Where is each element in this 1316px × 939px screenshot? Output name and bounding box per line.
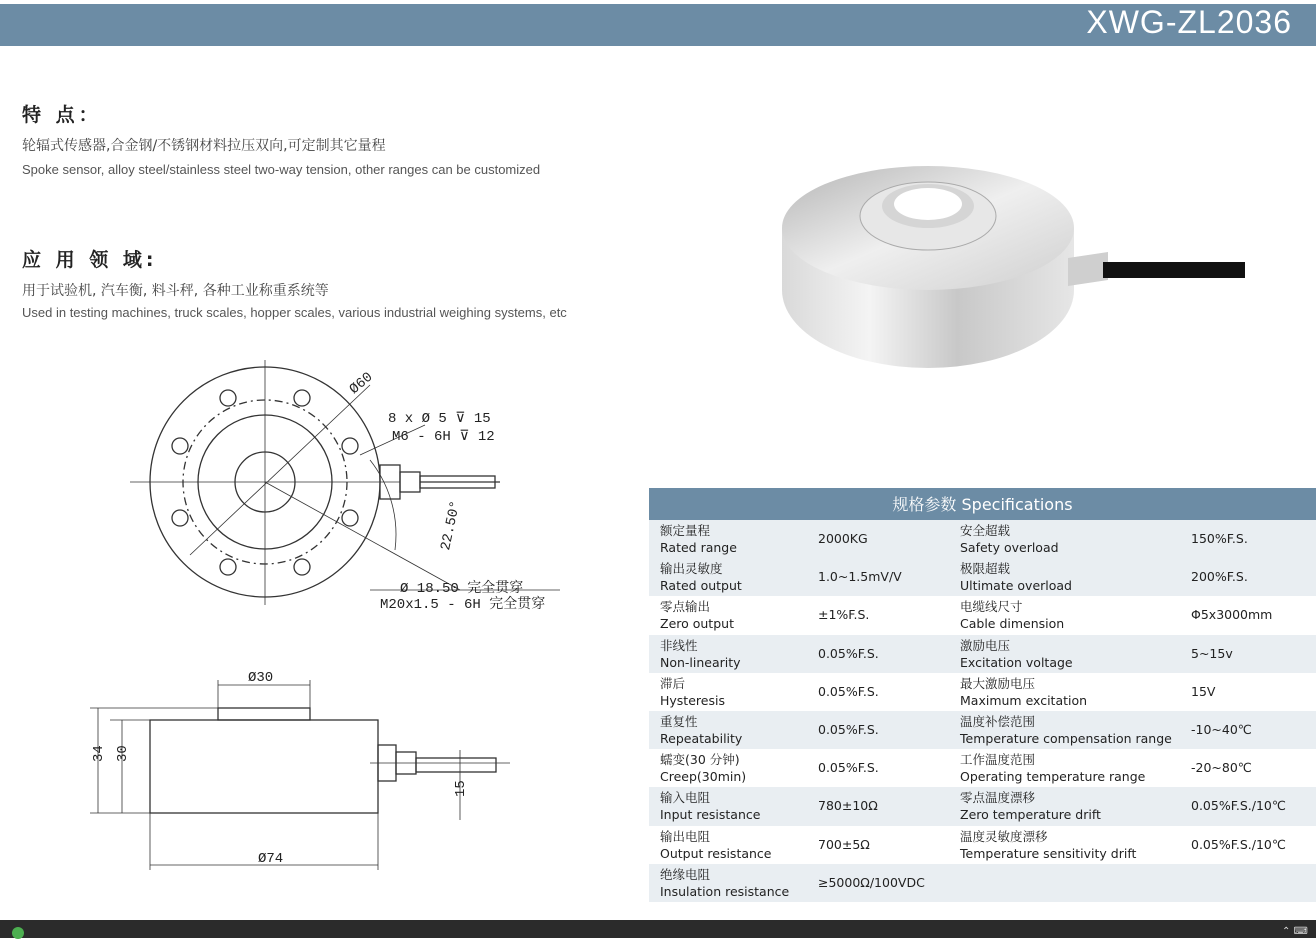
- spec-row: 绝缘电阻 Insulation resistance ≥5000Ω/100VDC: [649, 864, 1316, 902]
- spec-value: 200%F.S.: [1191, 569, 1248, 585]
- dim-angle: 22.50°: [438, 499, 465, 552]
- spec-value: -10~40℃: [1191, 721, 1252, 737]
- applications-heading: 应 用 领 域:: [22, 249, 158, 271]
- dim-dia74: Ø74: [258, 851, 284, 867]
- spec-value: 0.05%F.S.: [818, 721, 879, 737]
- spec-value: 0.05%F.S./10℃: [1191, 798, 1286, 814]
- browser-icon[interactable]: [12, 927, 24, 939]
- dim-h30: 30: [115, 745, 131, 762]
- spec-row: 蠕变(30 分钟) Creep(30min) 0.05%F.S. 工作温度范围 Operating temperature range -20~80℃: [649, 749, 1316, 787]
- technical-drawing: [70, 350, 570, 880]
- dim-bore-thread: M20x1.5 - 6H 完全贯穿: [380, 597, 546, 613]
- spec-value: 150%F.S.: [1191, 531, 1248, 546]
- spec-value: ≥5000Ω/100VDC: [818, 874, 925, 890]
- model-number: XWG-ZL2036: [1086, 4, 1292, 40]
- spec-value: 0.05%F.S.: [818, 683, 879, 699]
- features-en: Spoke sensor, alloy steel/stainless steel two-way tension, other ranges can be customized: [22, 162, 541, 177]
- tray-icons: ⌃ ⌨: [1282, 926, 1308, 937]
- spec-value: 780±10Ω: [818, 798, 878, 814]
- spec-value: 5~15v: [1191, 645, 1233, 661]
- spec-value: ±1%F.S.: [818, 607, 870, 623]
- spec-value: [1191, 864, 1316, 902]
- spec-value: 0.05%F.S.: [818, 645, 879, 661]
- specifications-heading: 规格参数 Specifications: [649, 488, 1316, 520]
- specifications-table: [649, 488, 1316, 902]
- spec-value: 1.0~1.5mV/V: [818, 569, 902, 585]
- spec-value: 0.05%F.S./10℃: [1191, 836, 1286, 852]
- dim-dia60: Ø60: [346, 369, 377, 398]
- features-cn: 轮辐式传感器,合金钢/不锈钢材料拉压双向,可定制其它量程: [22, 138, 386, 154]
- spec-value: 15V: [1191, 683, 1216, 699]
- spec-value: 2000KG: [818, 531, 868, 546]
- features-heading: 特 点：: [22, 104, 102, 126]
- spec-row: 额定量程 Rated range 2000KG 安全超载 Safety overload 150%F.S.: [649, 520, 1316, 558]
- dim-holes: 8 x Ø 5 ⊽ 15: [388, 411, 491, 427]
- spec-row: 输出灵敏度 Rated output 1.0~1.5mV/V 极限超载 Ultimate overload 200%F.S.: [649, 558, 1316, 596]
- spec-row: 滞后 Hysteresis 0.05%F.S. 最大激励电压 Maximum excitation 15V: [649, 673, 1316, 711]
- spec-value: Φ5x3000mm: [1191, 607, 1273, 623]
- dim-dia30: Ø30: [248, 670, 274, 686]
- dim-h34: 34: [91, 745, 107, 762]
- spec-row: 零点输出 Zero output ±1%F.S. 电缆线尺寸 Cable dimension Φ5x3000mm: [649, 596, 1316, 634]
- taskbar: [0, 920, 1316, 938]
- dim-bore: Ø 18.50 完全贯穿: [400, 581, 524, 597]
- spec-value: -20~80℃: [1191, 760, 1252, 776]
- spec-value: 700±5Ω: [818, 836, 870, 852]
- applications-cn: 用于试验机, 汽车衡, 料斗秤, 各种工业称重系统等: [22, 283, 329, 299]
- spec-row: 输出电阻 Output resistance 700±5Ω 温度灵敏度漂移 Temperature sensitivity drift 0.05%F.S./10℃: [649, 826, 1316, 864]
- spec-row: 重复性 Repeatability 0.05%F.S. 温度补偿范围 Temperature compensation range -10~40℃: [649, 711, 1316, 749]
- spec-value: 0.05%F.S.: [818, 760, 879, 776]
- dim-h15: 15: [453, 780, 469, 797]
- product-photo: [778, 140, 1258, 380]
- dim-thread: M6 - 6H ⊽ 12: [392, 429, 495, 445]
- spec-row: 输入电阻 Input resistance 780±10Ω 零点温度漂移 Zero temperature drift 0.05%F.S./10℃: [649, 787, 1316, 825]
- applications-en: Used in testing machines, truck scales, hopper scales, various industrial weighing systems, etc: [22, 305, 567, 320]
- spec-row: 非线性 Non-linearity 0.05%F.S. 激励电压 Excitation voltage 5~15v: [649, 635, 1316, 673]
